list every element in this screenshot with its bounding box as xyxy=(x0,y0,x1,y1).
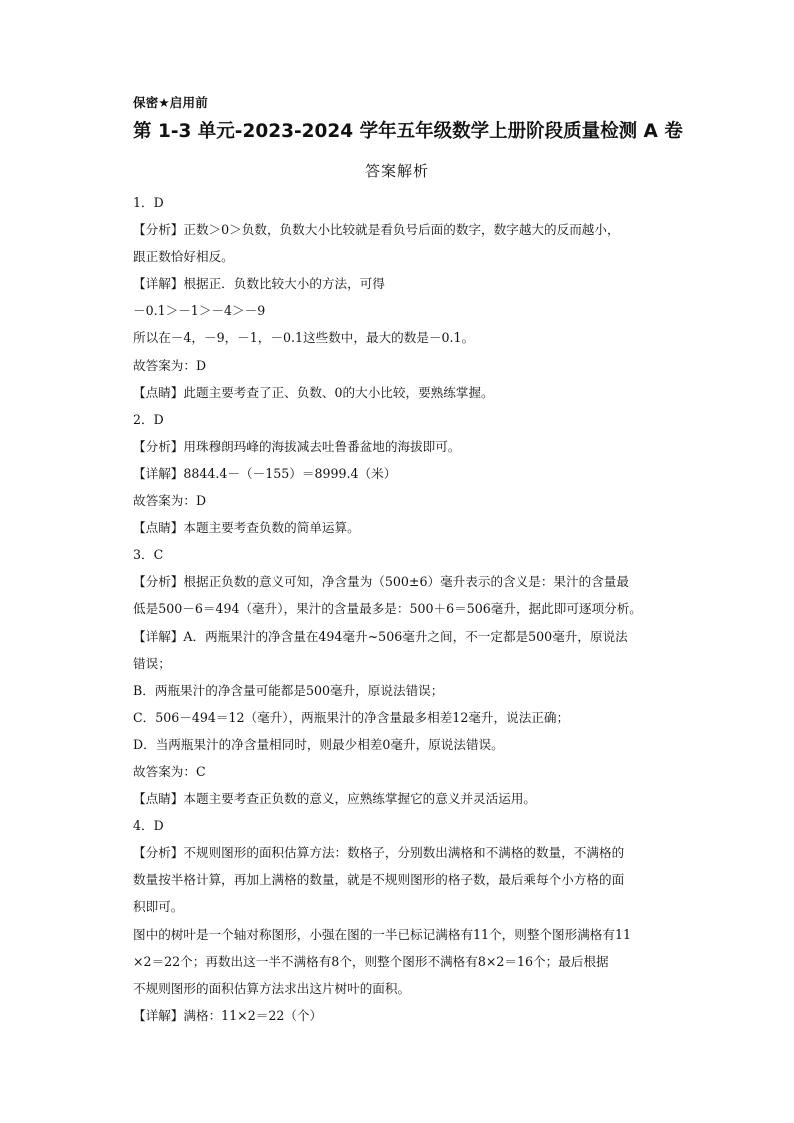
answer-line: 【分析】正数＞0＞负数，负数大小比较就是看负号后面的数字，数字越大的反而越小， xyxy=(133,222,620,238)
answer-line: 4．D xyxy=(133,818,164,834)
answer-line: －0.1＞－1＞－4＞－9 xyxy=(133,303,266,319)
confidential-mark: 保密★启用前 xyxy=(133,95,208,110)
answer-line: D．当两瓶果汁的净含量相同时，则最少相差0毫升，原说法错误。 xyxy=(133,736,504,752)
answer-line: 【详解】8844.4－（－155）＝8999.4（米） xyxy=(133,465,397,481)
answer-line: 跟正数恰好相反。 xyxy=(133,249,234,265)
answer-line: 数量按半格计算，再加上满格的数量，就是不规则图形的格子数，最后乘每个小方格的面 xyxy=(133,872,625,888)
answer-line: C．506－494＝12（毫升），两瓶果汁的净含量最多相差12毫升，说法正确； xyxy=(133,709,570,725)
answer-body xyxy=(133,189,663,1029)
answer-line: 【详解】满格：11×2＝22（个） xyxy=(133,1007,323,1023)
answer-line: 图中的树叶是一个轴对称图形，小强在图的一半已标记满格有11个，则整个图形满格有11 xyxy=(133,926,632,942)
answer-line: 【点睛】本题主要考查正负数的意义，应熟练掌握它的意义并灵活运用。 xyxy=(133,791,536,807)
answer-line: ×2＝22个；再数出这一半不满格有8个，则整个图形不满格有8×2＝16个；最后根据 xyxy=(133,953,609,969)
answer-line: 2．D xyxy=(133,411,164,427)
answer-line: 故答案为：C xyxy=(133,763,206,779)
answer-line: 【分析】用珠穆朗玛峰的海拔减去吐鲁番盆地的海拔即可。 xyxy=(133,438,461,454)
answer-line: 积即可。 xyxy=(133,899,184,915)
page-subtitle: 答案解析 xyxy=(364,162,429,180)
answer-line: 3．C xyxy=(133,547,164,563)
answer-line: 【分析】不规则图形的面积估算方法：数格子，分别数出满格和不满格的数量，不满格的 xyxy=(133,845,625,861)
answer-line: 错误； xyxy=(133,655,171,671)
answer-line: 【点睛】此题主要考查了正、负数、0的大小比较，要熟练掌握。 xyxy=(133,384,494,400)
answer-line: 【详解】A．两瓶果汁的净含量在494毫升~506毫升之间，不一定都是500毫升，原说法 xyxy=(133,628,628,644)
answer-line: 【详解】根据正．负数比较大小的方法，可得 xyxy=(133,276,385,292)
answer-line: 所以在－4，－9，－1，－0.1这些数中，最大的数是－0.1。 xyxy=(133,330,475,346)
answer-line: 【点睛】本题主要考查负数的简单运算。 xyxy=(133,520,360,536)
answer-line: 不规则图形的面积估算方法求出这片树叶的面积。 xyxy=(133,980,411,996)
answer-line: 低是500－6＝494（毫升），果汁的含量最多是：500＋6＝506毫升，据此即可逐项分析。 xyxy=(133,601,642,617)
answer-line: 故答案为：D xyxy=(133,493,207,509)
answer-line: 故答案为：D xyxy=(133,357,207,373)
answer-line: B．两瓶果汁的净含量可能都是500毫升，原说法错误； xyxy=(133,682,444,698)
page-title: 第 1-3 单元-2023-2024 学年五年级数学上册阶段质量检测 A 卷 xyxy=(133,121,683,142)
answer-line: 1．D xyxy=(133,195,164,210)
answer-line: 【分析】根据正负数的意义可知，净含量为（500±6）毫升表示的含义是：果汁的含量最 xyxy=(133,574,629,590)
